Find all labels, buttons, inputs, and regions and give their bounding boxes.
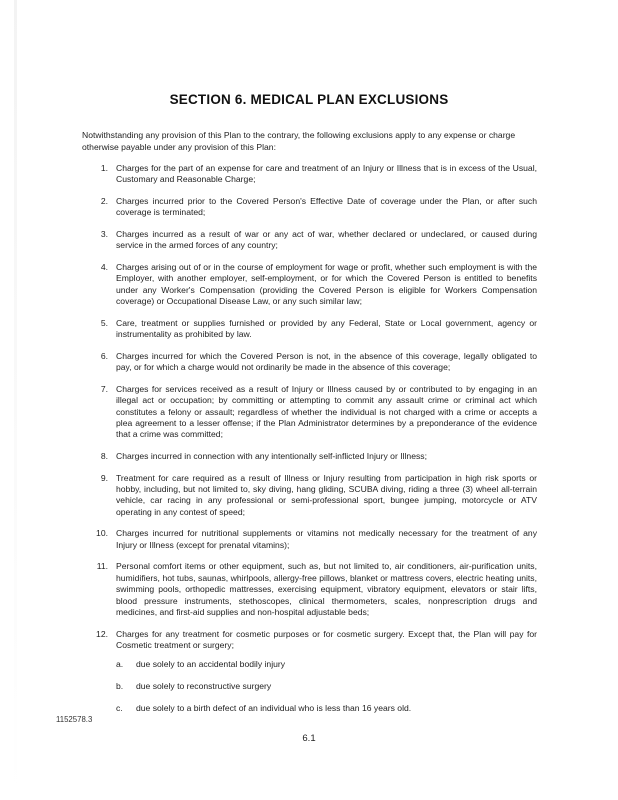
item-number: 4. [100, 262, 108, 272]
item-text: Charges incurred for nutritional supplements or vitamins not medically necessary for the treatment of any Injury or Illness (except for prenatal vitamins); [116, 528, 537, 550]
page-number: 6.1 [302, 733, 316, 744]
section-title: SECTION 6. MEDICAL PLAN EXCLUSIONS [169, 92, 449, 107]
item-text: Charges incurred as a result of war or any act of war, whether declared or undeclared, or caused during service in the armed forces of any country; [116, 229, 537, 251]
item-number: 10. [96, 528, 108, 539]
sub-list-item [116, 703, 537, 714]
item-number: 1. [100, 163, 108, 173]
sub-list-item [116, 681, 537, 692]
list-item [82, 262, 537, 308]
list-item [82, 451, 537, 462]
list-item [82, 528, 537, 551]
list-item [82, 196, 537, 219]
item-number: 6. [100, 350, 108, 361]
sub-item-letter: a. [116, 659, 124, 670]
item-number: 8. [100, 451, 108, 462]
item-text: Charges arising out of or in the course of employment for wage or profit, whether such employment is with the Employer, with another employer, self-employment, or for which the Covered Person is entitled to benefits under any Worker's Compensation (providing the Covered Person is eligible for Workers Compensation coverage) or Occupational Disease Law, or any such similar law; [116, 262, 537, 307]
item-text: Treatment for care required as a result of Illness or Injury resulting from participation in high risk sports or hobby, including, but not limited to, sky diving, hang gliding, SCUBA diving, riding a three (3) wheel all-terrain vehicle, car racing in any professional or semi-professional sport, bungee jumping, motorcycle or ATV operating in any contest of speed; [116, 472, 537, 517]
sub-item-text: due solely to reconstructive surgery [136, 681, 272, 692]
item-text: Charges incurred for which the Covered Person is not, in the absence of this coverage, legally obligated to pay, or for which a charge would not ordinarily be made in the absence of this coverage; [116, 350, 537, 373]
sub-item-text: due solely to an accidental bodily injury [136, 659, 286, 670]
document-number: 1152578.3 [56, 715, 93, 724]
item-text: Care, treatment or supplies furnished or provided by any Federal, State or Local government, agency or instrumentality as prohibited by law. [116, 317, 537, 340]
item-text: Charges for services received as a result of Injury or Illness caused by or contributed to by engaging in an illegal act or occupation; by committing or attempting to commit any assault crime or criminal act which constitutes a felony or assault; regardless of whether the individual is not charged with a crime or accepts a plea agreement to a lesser offense; if the Plan Administrator determines by a preponderance of the evidence that a crime was committed; [116, 383, 537, 440]
scan-edge-shadow [14, 0, 17, 800]
item-text: Charges for the part of an expense for care and treatment of an Injury or Illness that is in excess of the Usual, Customary and Reasonable Charge; [116, 163, 537, 185]
sub-item-letter: b. [116, 681, 124, 692]
list-item [82, 351, 537, 374]
list-item [82, 384, 537, 441]
list-item [82, 561, 537, 618]
cosmetic-exceptions-list [116, 659, 537, 714]
item-number: 11. [96, 561, 108, 572]
list-item [82, 318, 537, 341]
item-number: 9. [100, 472, 108, 483]
sub-item-text: due solely to a birth defect of an individual who is less than 16 years old. [136, 703, 412, 714]
item-text: Charges for any treatment for cosmetic purposes or for cosmetic surgery. Except that, the Plan will pay for Cosmetic treatment or surgery; [116, 628, 537, 651]
item-number: 7. [100, 383, 108, 394]
list-item [82, 473, 537, 519]
item-number: 12. [96, 628, 108, 639]
intro-paragraph: Notwithstanding any provision of this Plan to the contrary, the following exclusions apply to any expense or charge otherwise payable under any provision of this Plan: [82, 130, 516, 152]
exclusions-list [82, 163, 537, 725]
list-item [82, 629, 537, 715]
list-item [82, 229, 537, 252]
item-text: Charges incurred in connection with any intentionally self-inflicted Injury or Illness; [116, 451, 427, 462]
item-number: 5. [100, 317, 108, 328]
item-number: 3. [100, 229, 108, 239]
item-text: Personal comfort items or other equipment, such as, but not limited to, air conditioners, air-purification units, humidifiers, hot tubs, saunas, whirlpools, allergy-free pillows, blanket or mattress covers, electric heating units, swimming pools, orthopedic mattresses, exercising equipment, vibratory equipment, elevators or stair lifts, blood pressure instruments, stethoscopes, clinical thermometers, scales, nonprescription drugs and medicines, and first-aid supplies and non-hospital adjustable beds; [116, 561, 537, 618]
item-text: Charges incurred prior to the Covered Person's Effective Date of coverage under the Plan, or after such coverage is terminated; [116, 196, 537, 218]
sub-item-letter: c. [116, 703, 123, 714]
sub-list-item [116, 659, 537, 670]
list-item [82, 163, 537, 186]
item-number: 2. [100, 196, 108, 206]
